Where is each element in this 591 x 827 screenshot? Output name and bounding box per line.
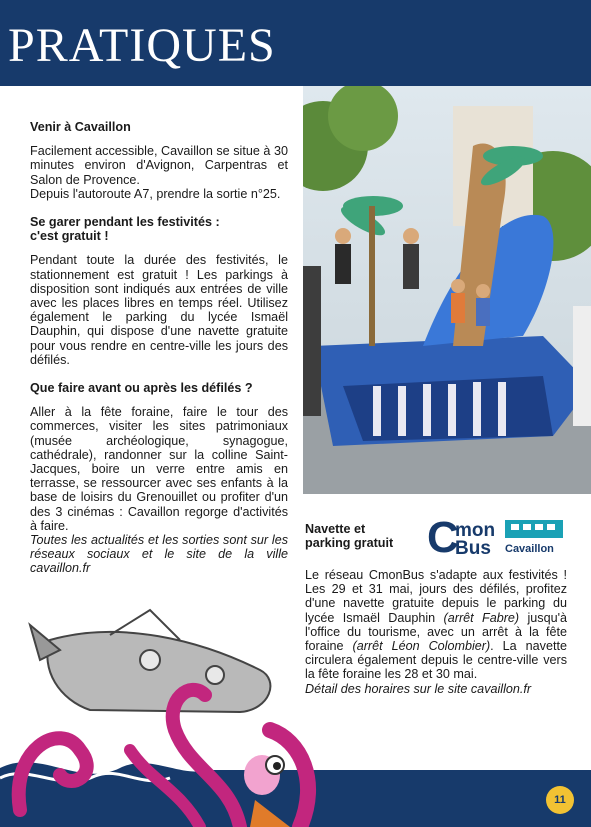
- access-paragraph: Facilement accessible, Cavaillon se situe à 30 minutes environ d'Avignon, Carpentras et Salon de Provence.: [30, 144, 288, 187]
- shuttle-block: [305, 516, 568, 696]
- squid-illustration: [0, 600, 330, 827]
- shuttle-heading: [305, 522, 415, 550]
- section-heading-access: Venir à Cavaillon: [30, 120, 131, 134]
- page-number-badge: 11: [546, 786, 574, 814]
- cmonbus-logo: [427, 516, 565, 558]
- activities-paragraph: Aller à la fête foraine, faire le tour des commerces, visiter les sites patrimoniaux (musée archéologique, synagogue, cathédrale), randonner sur la colline Saint-Jacques, boire un verre entre amis en terrasse, se ressourcer avec ses enfants à la base de loisirs du Grenouillet ou profiter d'un des 3 cinémas : Cavaillon regorge d'activités à faire.: [30, 405, 288, 533]
- page-header: [0, 0, 591, 86]
- shuttle-text-1: Le réseau CmonBus s'adapte aux festivités ! Les 29 et 31 mai, jours des défilés, profitez d'une navette gratuite depuis le parking du lycée Ismaël Dauphin: [305, 568, 567, 625]
- left-column: [30, 120, 288, 576]
- shuttle-heading-line2: parking gratuit: [305, 536, 394, 551]
- shuttle-stop-fabre: (arrêt Fabre): [443, 610, 520, 625]
- parking-heading-line2: c'est gratuit !: [30, 229, 109, 244]
- access-highway-paragraph: Depuis l'autoroute A7, prendre la sortie n°25.: [30, 186, 281, 201]
- shuttle-heading-line1: Navette et: [305, 522, 366, 536]
- page-title: PRATIQUES: [8, 19, 276, 72]
- submarine-icon: [30, 610, 270, 712]
- shuttle-text-2: jusqu'à l'office du tourisme, avec un arrêt à la fête foraine: [305, 610, 568, 654]
- schedule-note: Détail des horaires sur le site cavaillon.fr: [305, 681, 532, 696]
- section-heading-activities: Que faire avant ou après les défilés ?: [30, 381, 253, 396]
- logo-letter-c: C: [427, 516, 459, 558]
- shuttle-stop-colombier: (arrêt Léon Colombier): [352, 639, 491, 654]
- parking-paragraph: Pendant toute la durée des festivités, le stationnement est gratuit ! Les parkings à disposition sont indiqués aux entrées de ville avec les places libres en temps réel. Utilisez également le parking du lycée Ismaël Dauphin, qui dispose d'une navette gratuite pour vous rendre en centre-ville les jours des défilés.: [30, 253, 288, 367]
- shuttle-text-3: . La navette circulera également depuis le centre-ville vers la fête foraine les 28 et 30 mai.: [305, 639, 567, 682]
- section-heading-parking: [30, 215, 288, 243]
- shuttle-paragraph: [305, 568, 567, 696]
- logo-cavaillon: Cavaillon: [505, 543, 554, 555]
- logo-mon: mon: [455, 520, 496, 541]
- parking-heading-line1: Se garer pendant les festivités :: [30, 215, 220, 230]
- news-note: Toutes les actualités et les sorties sont sur les réseaux sociaux et le site de la ville cavaillon.fr: [30, 533, 288, 576]
- logo-bus: Bus: [455, 538, 491, 558]
- parade-float-photo: [303, 86, 591, 494]
